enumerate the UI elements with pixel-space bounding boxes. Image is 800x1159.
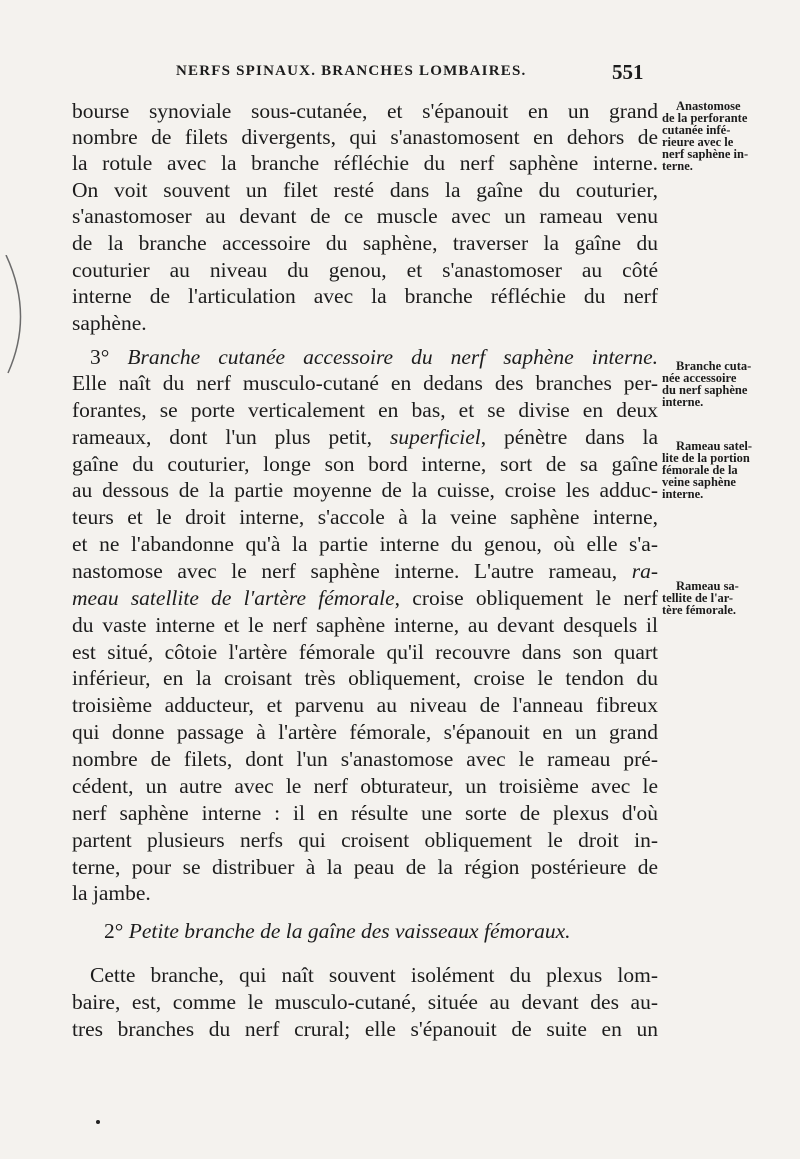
page-number: 551 [612, 60, 644, 84]
margin-note-line: Branche cuta- [676, 359, 752, 373]
section-2-heading [104, 918, 664, 944]
text-line: baire, est, comme le musculo-cutané, située au devant des au- [72, 990, 658, 1014]
text-segment: nastomose avec le nerf saphène interne. L'autre rameau, [72, 559, 618, 583]
text-line: tres branches du nerf crural; elle s'épanouit de suite en un [72, 1017, 658, 1041]
text-line: couturier au niveau du genou, et s'anastomoser au côté [72, 258, 658, 282]
text-line: nerf saphène interne : il en résulte une sorte de plexus d'où [72, 801, 658, 825]
text-line: nombre de filets divergents, qui s'anastomosent en dehors de [72, 125, 658, 149]
text-line: cédent, un autre avec le nerf obturateur, un troisième avec le [72, 774, 658, 798]
text-line: bourse synoviale sous-cutanée, et s'épanouit en un grand [72, 99, 658, 123]
running-title: NERFS SPINAUX. BRANCHES LOMBAIRES. [176, 63, 527, 79]
margin-note-line: rieure avec le [662, 135, 734, 149]
section-title: Petite branche de la gaîne des vaisseaux fémoraux. [128, 919, 571, 943]
margin-note-line: interne. [662, 487, 704, 501]
margin-note-line: veine saphène [662, 475, 736, 489]
text-line [72, 424, 658, 450]
text-line: teurs et le droit interne, s'accole à la veine saphène interne, [72, 505, 658, 529]
margin-note-line: cutanée infé- [662, 123, 731, 137]
margin-note-line: fémorale de la [662, 463, 738, 477]
margin-note-line: interne. [662, 395, 704, 409]
text-line: gaîne du couturier, longe son bord interne, sort de sa gaîne [72, 452, 658, 476]
text-line: Elle naît du nerf musculo-cutané en dedans des branches per- [72, 371, 658, 395]
text-line: du vaste interne et le nerf saphène interne, au devant desquels il [72, 613, 658, 637]
margin-note-line: de la perforante [662, 111, 748, 125]
text-line: et ne l'abandonne qu'à la partie interne du genou, où elle s'a- [72, 532, 658, 556]
section-3-heading [90, 344, 658, 370]
text-line: s'anastomoser au devant de ce muscle avec un rameau venu [72, 204, 658, 228]
text-line: forantes, se porte verticalement en bas, et se divise en deux [72, 398, 658, 422]
margin-note-line: Rameau sa- [676, 579, 739, 593]
margin-note-line: lite de la portion [662, 451, 750, 465]
text-segment: , pénètre dans la [480, 425, 659, 449]
text-line [72, 585, 658, 611]
text-line: inférieur, en la croisant très obliquement, croise le tendon du [72, 666, 658, 690]
text-segment: , croise obliquement le nerf [394, 586, 658, 610]
margin-note-line: Rameau satel- [676, 439, 753, 453]
text-line: interne de l'articulation avec la branche réfléchie du nerf [72, 284, 658, 308]
text-line: Cette branche, qui naît souvent isolément du plexus lom- [90, 963, 658, 987]
margin-note-anastomose [662, 100, 772, 172]
page-edge-curve [0, 255, 40, 375]
text-line [72, 558, 658, 584]
section-number: 3° [90, 345, 110, 369]
italic-term: ra- [631, 559, 659, 583]
italic-term: superficiel [389, 425, 481, 449]
margin-note-line: tère fémorale. [662, 603, 737, 617]
section-number: 2° [104, 919, 124, 943]
margin-note-line: née accessoire [662, 371, 737, 385]
text-line: On voit souvent un filet resté dans la gaîne du couturier, [72, 178, 658, 202]
margin-note-line: Anastomose [676, 99, 741, 113]
margin-note-line: nerf saphène in- [662, 147, 749, 161]
text-line: terne, pour se distribuer à la peau de la région postérieure de [72, 855, 658, 879]
text-line: la rotule avec la branche réfléchie du nerf saphène interne. [72, 151, 658, 175]
text-line: est situé, côtoie l'artère fémorale qu'il recouvre dans son quart [72, 640, 658, 664]
margin-note-branche-cutanee [662, 360, 772, 408]
margin-note-line: du nerf saphène [662, 383, 748, 397]
margin-note-line: terne. [662, 159, 693, 173]
text-line: qui donne passage à l'artère fémorale, s'épanouit en un grand [72, 720, 658, 744]
text-line: troisième adducteur, et parvenu au niveau de l'anneau fibreux [72, 693, 658, 717]
italic-term: meau satellite de l'artère fémorale [72, 586, 395, 610]
section-title: Branche cutanée accessoire du nerf saphène interne. [127, 345, 659, 369]
margin-note-line: tellite de l'ar- [662, 591, 734, 605]
margin-note-rameau-satellite-artere [662, 580, 772, 616]
text-line: partent plusieurs nerfs qui croisent obliquement le droit in- [72, 828, 658, 852]
ink-dot [96, 1120, 100, 1124]
text-line: la jambe. [72, 881, 151, 905]
text-segment: rameaux, dont l'un plus petit, [72, 425, 373, 449]
text-line: saphène. [72, 311, 147, 335]
text-line: au dessous de la partie moyenne de la cuisse, croise les adduc- [72, 478, 658, 502]
text-line: de la branche accessoire du saphène, traverser la gaîne du [72, 231, 658, 255]
margin-note-rameau-satellite-veine [662, 440, 772, 500]
text-line: nombre de filets, dont l'un s'anastomose avec le rameau pré- [72, 747, 658, 771]
